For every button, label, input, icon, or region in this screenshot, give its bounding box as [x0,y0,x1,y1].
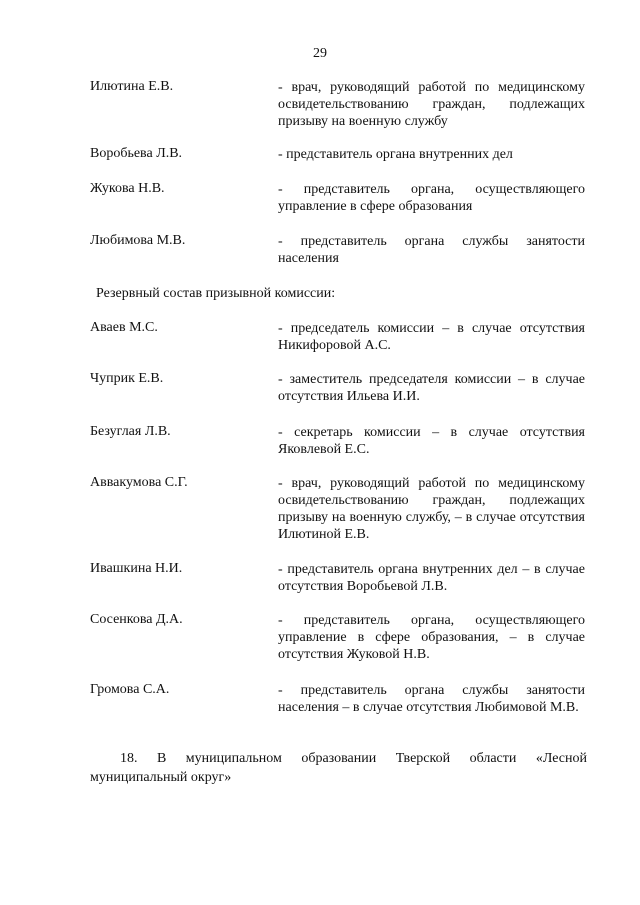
reserve-heading: Резервный состав призывной комиссии: [96,286,336,301]
member-role: - представитель органа службы занятости населения – в случае отсутствия Любимовой М.В. [278,683,585,715]
member-role: - секретарь комиссии – в случае отсутствия Яковлевой Е.С. [278,425,585,457]
member-name: Аввакумова С.Г. [90,475,188,490]
member-name: Громова С.А. [90,682,170,697]
member-role: - представитель органа внутренних дел [278,147,513,162]
member-name: Любимова М.В. [90,233,186,248]
member-name: Воробьева Л.В. [90,146,183,161]
member-name: Ивашкина Н.И. [90,561,183,576]
member-role: - представитель органа, осуществляющего управление в сфере образования, – в случае отсутствия Жуковой Н.В. [278,613,585,662]
member-name: Илютина Е.В. [90,79,174,94]
member-name: Жукова Н.В. [90,181,165,196]
member-role: - представитель органа службы занятости населения [278,234,585,266]
member-name: Аваев М.С. [90,320,158,335]
page-number: 29 [313,46,327,61]
member-role: - председатель комиссии – в случае отсутствия Никифоровой А.С. [278,321,585,353]
member-name: Безуглая Л.В. [90,424,171,439]
member-role: - представитель органа, осуществляющего управление в сфере образования [278,182,585,214]
member-name: Чуприк Е.В. [90,371,164,386]
member-name: Сосенкова Д.А. [90,612,183,627]
member-role: - заместитель председателя комиссии – в случае отсутствия Ильева И.И. [278,372,585,404]
member-role: - врач, руководящий работой по медицинскому освидетельствованию граждан, подлежащих призыву на военную службу, – в случае отсутствия Илютиной Е.В. [278,476,585,542]
member-role: - представитель органа внутренних дел – в случае отсутствия Воробьевой Л.В. [278,562,585,594]
section-18-paragraph: 18. В муниципальном образовании Тверской области «Лесной муниципальный округ» [90,751,587,785]
member-role: - врач, руководящий работой по медицинскому освидетельствованию граждан, подлежащих призыву на военную службу [278,80,585,129]
